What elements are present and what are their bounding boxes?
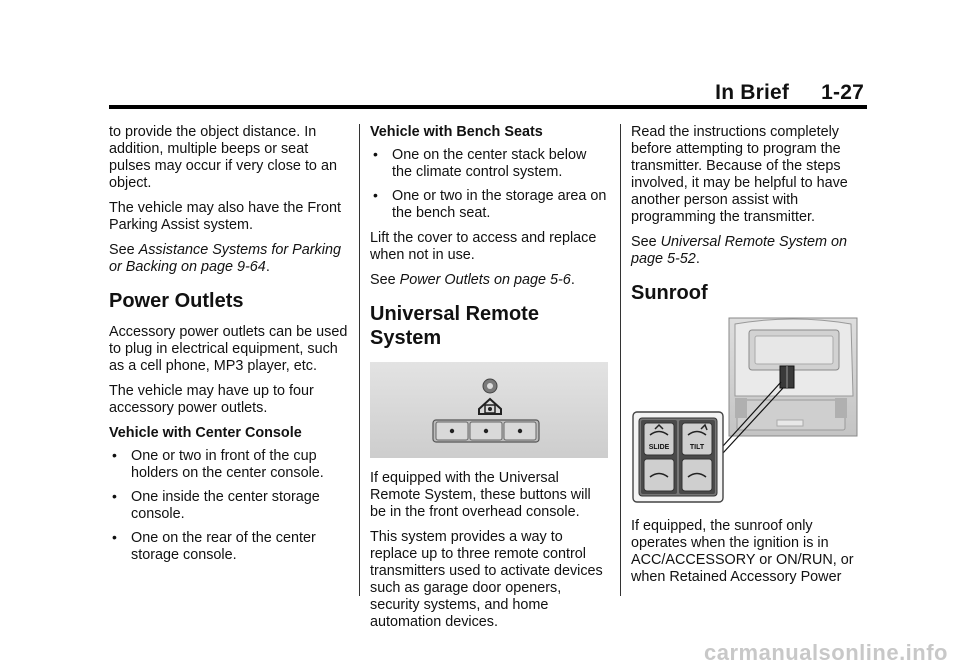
list-item-text: One on the center stack below the climate control system. bbox=[392, 147, 587, 180]
remote-indicator-icon bbox=[483, 379, 497, 393]
paragraph: The vehicle may also have the Front Parking Assist system. bbox=[109, 200, 341, 233]
list-item bbox=[109, 448, 349, 482]
universal-remote-buttons-figure bbox=[370, 362, 608, 458]
subheading: Vehicle with Center Console bbox=[109, 425, 302, 441]
sunroof-zoom-inset bbox=[633, 412, 723, 502]
list-item-text: One or two in the storage area on the bench seat. bbox=[392, 188, 607, 221]
column-3 bbox=[631, 124, 867, 594]
bullet-list bbox=[370, 147, 608, 222]
bullet-icon: • bbox=[112, 529, 117, 545]
sunroof-controls-figure bbox=[631, 316, 867, 506]
paragraph: to provide the object distance. In addition, multiple beeps or seat pulses may occur if very close to an object. bbox=[109, 124, 337, 191]
bullet-list bbox=[109, 448, 349, 564]
see-link[interactable]: Power Outlets on page 5-6 bbox=[399, 272, 571, 288]
list-item-text: One inside the center storage console. bbox=[131, 489, 320, 522]
see-link[interactable]: Assistance Systems for Parking or Backing on page 9-64 bbox=[109, 242, 341, 275]
see-suffix: . bbox=[695, 251, 700, 267]
see-prefix: See bbox=[631, 234, 661, 250]
remote-button-3[interactable] bbox=[504, 422, 536, 440]
see-suffix: . bbox=[570, 272, 575, 288]
list-item bbox=[370, 188, 608, 222]
list-item-text: One or two in front of the cup holders on the center console. bbox=[131, 448, 324, 481]
cross-reference bbox=[631, 234, 867, 268]
tilt-label: TILT bbox=[689, 444, 705, 451]
section-title: In Brief bbox=[715, 81, 790, 104]
sunroof-tilt-close-button[interactable] bbox=[682, 459, 712, 491]
section-heading-power-outlets: Power Outlets bbox=[109, 290, 244, 312]
watermark: carmanualsonline.info bbox=[704, 640, 948, 665]
bullet-icon: • bbox=[112, 488, 117, 504]
remote-button-2[interactable] bbox=[470, 422, 502, 440]
slide-label: SLIDE bbox=[648, 444, 670, 451]
list-item bbox=[109, 530, 349, 564]
list-item-text: One on the rear of the center storage console. bbox=[131, 530, 316, 563]
header-rule bbox=[109, 105, 867, 109]
paragraph: Lift the cover to access and replace when not in use. bbox=[370, 230, 597, 263]
bullet-icon: • bbox=[373, 187, 378, 203]
bullet-icon: • bbox=[373, 146, 378, 162]
sunroof-slide-close-button[interactable] bbox=[644, 459, 674, 491]
remote-button-1[interactable] bbox=[436, 422, 468, 440]
page-number: 1-27 bbox=[821, 81, 864, 104]
see-prefix: See bbox=[109, 242, 139, 258]
paragraph: Accessory power outlets can be used to plug in electrical equipment, such as a cell phone, MP3 player, etc. bbox=[109, 324, 348, 374]
list-item bbox=[370, 147, 608, 181]
sunroof-tilt-button[interactable] bbox=[682, 423, 712, 455]
cross-reference bbox=[109, 242, 349, 276]
column-divider-2 bbox=[620, 124, 621, 596]
column-1 bbox=[109, 124, 349, 572]
see-prefix: See bbox=[370, 272, 400, 288]
paragraph: Read the instructions completely before attempting to program the transmitter. Because of the steps involved, it may be helpful to have another person assist with programming the transmitter. bbox=[631, 124, 848, 225]
paragraph: This system provides a way to replace up to three remote control transmitters used to activate devices such as garage door openers, security systems, and home automation devices. bbox=[370, 529, 603, 630]
list-item bbox=[109, 489, 349, 523]
paragraph: If equipped, the sunroof only operates when the ignition is in ACC/ACCESSORY or ON/RUN, or when Retained Accessory Power bbox=[631, 518, 854, 585]
paragraph: If equipped with the Universal Remote System, these buttons will be in the front overhead console. bbox=[370, 470, 591, 520]
section-heading-universal-remote: Universal Remote System bbox=[370, 303, 539, 349]
paragraph: The vehicle may have up to four accessory power outlets. bbox=[109, 383, 314, 416]
subheading: Vehicle with Bench Seats bbox=[370, 124, 543, 140]
running-head bbox=[715, 81, 864, 105]
sunroof-slide-button[interactable] bbox=[644, 423, 674, 455]
column-2 bbox=[370, 124, 608, 639]
see-link[interactable]: Universal Remote System on page 5-52 bbox=[631, 234, 847, 267]
column-divider-1 bbox=[359, 124, 360, 596]
bullet-icon: • bbox=[112, 447, 117, 463]
cross-reference bbox=[370, 272, 608, 289]
section-heading-sunroof: Sunroof bbox=[631, 282, 708, 304]
see-suffix: . bbox=[265, 259, 270, 275]
